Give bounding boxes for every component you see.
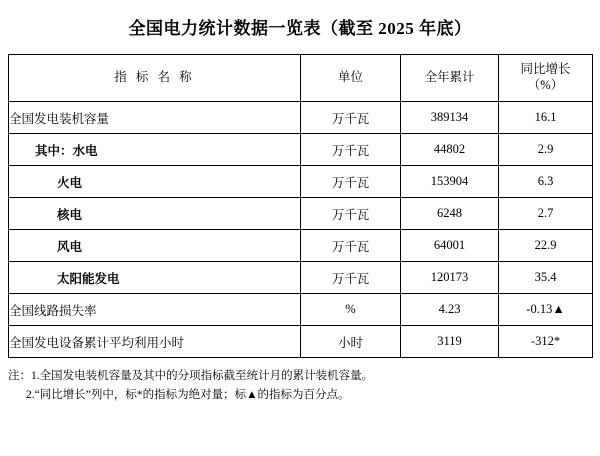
page-title: 全国电力统计数据一览表（截至 2025 年底） [128, 19, 472, 38]
row-yoy-growth: 2.7 [499, 198, 593, 230]
column-header-unit: 单位 [301, 55, 401, 102]
row-indicator-name: 核电 [9, 198, 301, 230]
row-indicator-name: 全国线路损失率 [9, 294, 301, 326]
row-unit: 万千瓦 [301, 230, 401, 262]
table-row [9, 326, 593, 358]
table-row [9, 102, 593, 134]
row-indicator-name: 其中：水电 [9, 134, 301, 166]
table-header [9, 55, 593, 102]
row-annual-total: 389134 [401, 102, 499, 134]
row-yoy-growth: -312* [499, 326, 593, 358]
table-row [9, 198, 593, 230]
table-row [9, 262, 593, 294]
table-header-row [9, 55, 593, 102]
row-yoy-growth: 2.9 [499, 134, 593, 166]
row-yoy-growth: -0.13▲ [499, 294, 593, 326]
row-unit: 万千瓦 [301, 198, 401, 230]
column-header-yoy-growth [499, 55, 593, 102]
note-line-2: 2.“同比增长”列中，标*的指标为绝对量；标▲的指标为百分点。 [26, 389, 350, 402]
row-annual-total: 3119 [401, 326, 499, 358]
table-row [9, 294, 593, 326]
table-row [9, 134, 593, 166]
row-annual-total: 120173 [401, 262, 499, 294]
row-yoy-growth: 22.9 [499, 230, 593, 262]
row-annual-total: 153904 [401, 166, 499, 198]
row-unit: % [301, 294, 401, 326]
row-yoy-growth: 35.4 [499, 262, 593, 294]
row-unit: 万千瓦 [301, 134, 401, 166]
row-indicator-name: 太阳能发电 [9, 262, 301, 294]
row-indicator-name: 全国发电装机容量 [9, 102, 301, 134]
row-yoy-growth: 16.1 [499, 102, 593, 134]
row-annual-total: 64001 [401, 230, 499, 262]
row-unit: 万千瓦 [301, 102, 401, 134]
row-yoy-growth: 6.3 [499, 166, 593, 198]
row-annual-total: 44802 [401, 134, 499, 166]
table-row [9, 166, 593, 198]
statistics-table [8, 54, 593, 358]
row-annual-total: 4.23 [401, 294, 499, 326]
table-notes [8, 358, 592, 405]
note-line-1: 注：1.全国发电装机容量及其中的分项指标截至统计月的累计装机容量。 [8, 370, 374, 383]
row-indicator-name: 全国发电设备累计平均利用小时 [9, 326, 301, 358]
row-annual-total: 6248 [401, 198, 499, 230]
column-header-annual-total: 全年累计 [401, 55, 499, 102]
row-indicator-name: 风电 [9, 230, 301, 262]
table-row [9, 230, 593, 262]
column-header-indicator-name [9, 55, 301, 102]
row-unit: 万千瓦 [301, 262, 401, 294]
column-header-yoy-growth-line2: （%） [527, 78, 564, 93]
row-indicator-name: 火电 [9, 166, 301, 198]
row-unit: 万千瓦 [301, 166, 401, 198]
column-header-indicator-name-label: 指 标 名 称 [114, 70, 195, 85]
column-header-yoy-growth-line1: 同比增长 [520, 62, 571, 77]
table-body [9, 102, 593, 358]
row-unit: 小时 [301, 326, 401, 358]
